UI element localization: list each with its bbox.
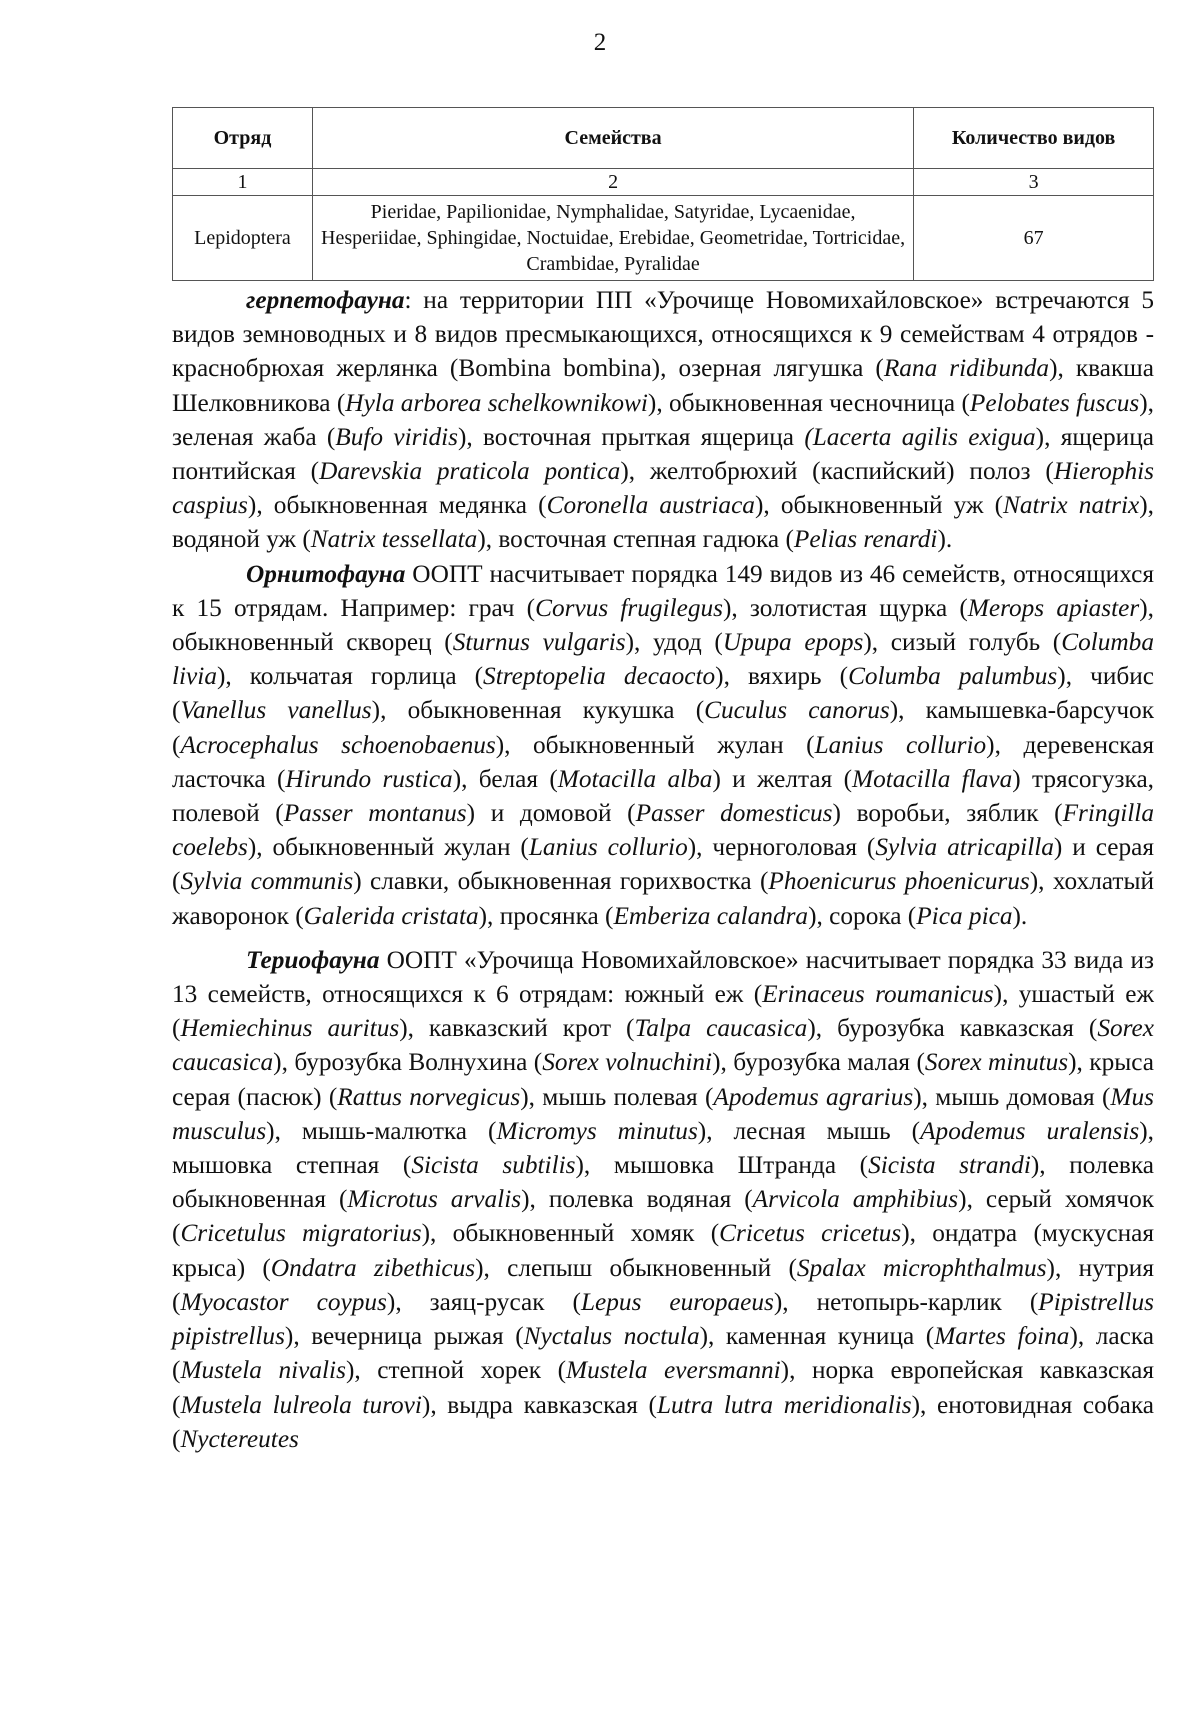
text-run: ), обыкновенный жулан ( (495, 730, 815, 759)
text-run: ), вечерница рыжая ( (284, 1322, 524, 1351)
text-run: ), обыкновенная чесночница ( (647, 388, 970, 417)
species-latin-name: Sturnus vulgaris (452, 628, 626, 657)
text-run: ), крыса серая (пасюк) ( (172, 1048, 1154, 1111)
index-cell-2: 2 (312, 169, 913, 196)
species-latin-name: Upupa epops (722, 628, 864, 657)
text-run: ООПТ насчитывает порядка 149 видов из 46 семейств, относящихся к 15 отрядам. Например: грач ( (172, 559, 1154, 622)
species-latin-name: Erinaceus roumanicus (762, 980, 994, 1009)
text-run: ), енотовидная собака ( (172, 1390, 1154, 1453)
text-run: ), каменная куница ( (699, 1322, 935, 1351)
text-run: ), кольчатая горлица ( (216, 662, 484, 691)
species-latin-name: Cricetus cricetus (719, 1219, 902, 1248)
species-latin-name: Lanius collurio (814, 730, 987, 759)
text-run: ), ласка ( (172, 1322, 1154, 1385)
species-latin-name: Columba livia (172, 628, 1154, 691)
text-run: ), сорока ( (808, 901, 917, 930)
species-latin-name: Sylvia atricapilla (875, 833, 1054, 862)
text-run: ), ящерица понтийская ( (172, 422, 1154, 486)
species-latin-name: Hirundo rustica (285, 764, 453, 793)
text-run: ) воробьи, зяблик ( (832, 799, 1063, 828)
species-latin-name: Microtus arvalis (347, 1185, 522, 1214)
species-latin-name: Sorex volnuchini (542, 1048, 713, 1077)
table-index-row (173, 169, 1154, 196)
species-latin-name: Sicista subtilis (411, 1151, 576, 1180)
text-run: ), камышевка-барсучок ( (172, 696, 1154, 759)
text-run: ), удод ( (625, 628, 723, 657)
species-latin-name: Lanius collurio (528, 833, 688, 862)
text-run: ), лесная мышь ( (697, 1116, 921, 1145)
text-run: ), мышовка Штранда ( (575, 1151, 869, 1180)
species-latin-name: Micromys minutus (496, 1116, 698, 1145)
text-run: ). (1012, 901, 1028, 930)
text-run: ), обыкновенная медянка ( (247, 491, 547, 520)
species-latin-name: Natrix natrix (1003, 491, 1140, 520)
text-run: ), черноголовая ( (687, 833, 876, 862)
body-text (172, 283, 1154, 1456)
species-latin-name: Martes foina (934, 1322, 1070, 1351)
text-run: ), восточная прыткая ящерица (458, 422, 805, 451)
species-latin-name: Pelobates fuscus (969, 388, 1140, 417)
text-run: ), кавказский крот ( (399, 1014, 635, 1043)
text-run: ). (937, 525, 953, 554)
header-species-count: Количество видов (914, 108, 1154, 169)
table-header-row (173, 108, 1154, 169)
species-latin-name: Nyctalus noctula (523, 1322, 700, 1351)
species-latin-name: Rattus norvegicus (337, 1082, 521, 1111)
text-run: ), сизый голубь ( (863, 628, 1062, 657)
text-run: ), мышь домовая ( (913, 1082, 1111, 1111)
species-latin-name: Darevskia praticola pontica (319, 457, 621, 486)
text-run: ), нетопырь-карлик ( (773, 1287, 1039, 1316)
species-latin-name: Passer domesticus (635, 799, 833, 828)
header-families: Семейства (312, 108, 913, 169)
species-latin-name: Lutra lutra meridionalis (656, 1390, 912, 1419)
text-run: ) и серая ( (172, 833, 1154, 896)
species-latin-name: Rana ridibunda (883, 354, 1050, 383)
species-latin-name: Pica pica (916, 901, 1013, 930)
text-run: ), обыкновенный скворец ( (172, 593, 1154, 657)
species-latin-name: Arvicola amphibius (752, 1185, 959, 1214)
text-run: ), желтобрюхий (каспийский) полоз ( (620, 457, 1054, 486)
text-run: ) и домовой ( (466, 799, 636, 828)
species-latin-name: Talpa caucasica (634, 1014, 808, 1043)
species-latin-name: Merops apiaster (967, 593, 1140, 622)
table-row (173, 196, 1154, 281)
species-latin-name: Natrix tessellata (310, 525, 478, 554)
text-run: ), заяц-русак ( (386, 1287, 581, 1316)
species-latin-name: Sicista strandi (868, 1151, 1031, 1180)
text-run: ), обыкновенный жулан ( (247, 833, 529, 862)
species-latin-name: Fringilla coelebs (172, 799, 1154, 862)
section-heading: герпетофауна (246, 286, 405, 314)
species-latin-name: Vanellus vanellus (180, 696, 372, 725)
text-run: ), бурозубка кавказская ( (807, 1014, 1098, 1043)
text-run: ), деревенская ласточка ( (172, 730, 1154, 793)
text-run: ), мышь-малютка ( (266, 1116, 497, 1145)
species-latin-name: Apodemus uralensis (920, 1116, 1140, 1145)
species-latin-name: Lepus europaeus (580, 1287, 774, 1316)
text-run: ), мышовка степная ( (172, 1116, 1154, 1180)
index-cell-1: 1 (173, 169, 313, 196)
species-latin-name: Mustela eversmanni (566, 1356, 781, 1385)
families-table (172, 107, 1154, 281)
text-run: ), степной хорек ( (345, 1356, 567, 1385)
text-run: ), чибис ( (172, 662, 1154, 725)
text-run: ), обыкновенная кукушка ( (371, 696, 705, 725)
paragraph-ornithofauna (172, 557, 1154, 933)
page-number: 2 (593, 29, 607, 56)
text-run: ), золотистая щурка ( (722, 593, 968, 622)
families-cell: Pieridae, Papilionidae, Nymphalidae, Satyridae, Lycaenidae, Hesperiidae, Sphingidae, Noctuidae, Erebidae, Geometridae, Tortricidae, Crambidae, Pyralidae (312, 196, 913, 281)
text-run: ), полевка обыкновенная ( (172, 1151, 1154, 1214)
text-run: ), серый хомячок ( (172, 1185, 1155, 1248)
paragraph-herpetofauna (172, 283, 1154, 557)
species-latin-name: Cricetulus migratorius (180, 1219, 422, 1248)
species-latin-name: Columba palumbus (848, 662, 1058, 691)
index-cell-3: 3 (914, 169, 1154, 196)
text-run: ), бурозубка малая ( (712, 1048, 925, 1077)
species-latin-name: Corvus frugilegus (535, 593, 723, 622)
species-latin-name: Ondatra zibethicus (270, 1253, 476, 1282)
text-run: ), ондатра (мускусная крыса) ( (172, 1219, 1154, 1282)
text-run: ), норка европейская кавказская ( (172, 1356, 1154, 1419)
text-run: ), восточная степная гадюка ( (477, 525, 794, 554)
species-latin-name: Motacilla flava (852, 764, 1013, 793)
text-run: ), обыкновенный хомяк ( (421, 1219, 720, 1248)
text-run: ), бурозубка Волнухина ( (273, 1048, 543, 1077)
text-run: ) трясогузка, полевой ( (172, 764, 1155, 828)
species-latin-name: Mustela lulreola turovi (180, 1390, 422, 1419)
species-latin-name: Mus musculus (172, 1082, 1154, 1145)
text-run: ), выдра кавказская ( (421, 1390, 657, 1419)
species-latin-name: Pelias renardi (793, 525, 938, 554)
species-latin-name: Acrocephalus schoenobaenus (180, 730, 496, 759)
text-run: ), вяхирь ( (715, 662, 849, 691)
text-run: ), нутрия ( (172, 1253, 1154, 1316)
species-latin-name: Galerida cristata (303, 901, 479, 930)
species-latin-name: Passer montanus (283, 799, 467, 828)
species-latin-name: Emberiza calandra (613, 901, 809, 930)
species-latin-name: Sorex minutus (924, 1048, 1069, 1077)
species-latin-name: Sylvia communis (180, 867, 354, 896)
species-latin-name: Hierophis caspius (172, 457, 1154, 520)
text-run: ), хохлатый жаворонок ( (172, 867, 1154, 930)
text-run: ), водяной уж ( (172, 491, 1154, 554)
header-order: Отряд (173, 108, 313, 169)
paragraph-theriofauna (172, 943, 1154, 1456)
order-cell: Lepidoptera (173, 196, 313, 281)
species-latin-name: Coronella austriaca (546, 491, 755, 520)
text-run: ), белая ( (452, 764, 558, 793)
section-heading: Териофауна (246, 945, 380, 974)
text-run: ), слепыш обыкновенный ( (475, 1253, 797, 1282)
species-latin-name: Sorex caucasica (172, 1014, 1154, 1077)
text-run: ), квакша Шелковникова ( (172, 354, 1155, 417)
text-run: ) и желтая ( (712, 764, 852, 793)
species-latin-name: Bufo viridis (335, 422, 458, 451)
species-latin-name: Phoenicurus phoenicurus (768, 867, 1030, 896)
species-count-cell: 67 (914, 196, 1154, 281)
species-latin-name: Myocastor coypus (180, 1287, 387, 1316)
text-run: ), ушастый еж ( (172, 980, 1155, 1043)
species-latin-name: Cuculus canorus (704, 696, 890, 725)
species-latin-name: Mustela nivalis (180, 1356, 346, 1385)
species-latin-name: Hemiechinus auritus (180, 1014, 400, 1043)
text-run: ), просянка ( (478, 901, 614, 930)
text-run: ), мышь полевая ( (520, 1082, 714, 1111)
text-run: ), обыкновенный уж ( (754, 491, 1003, 520)
text-run: ), полевка водяная ( (521, 1185, 753, 1214)
text-run: ), зеленая жаба ( (172, 388, 1154, 451)
text-run: ООПТ «Урочища Новомихайловское» насчитывает порядка 33 вида из 13 семейств, относящихся к 6 отрядам: южный еж ( (172, 945, 1154, 1009)
section-heading: Орнитофауна (246, 559, 406, 588)
species-latin-name: (Lacerta agilis exigua (804, 422, 1036, 451)
species-latin-name: Spalax microphthalmus (796, 1253, 1047, 1282)
species-latin-name: Nyctereutes (180, 1424, 299, 1453)
species-latin-name: Streptopelia decaocto (483, 662, 716, 691)
species-latin-name: Hyla arborea schelkownikowi (345, 388, 648, 417)
species-latin-name: Pipistrellus pipistrellus (172, 1287, 1154, 1351)
species-latin-name: Apodemus agrarius (713, 1082, 914, 1111)
text-run: : на территории ПП «Урочище Новомихайловское» встречаются 5 видов земноводных и 8 видов пресмыкающихся, относящихся к 9 семействам 4 отрядов - краснобрюхая жерлянка (Bombina bombina), озерная лягушка ( (172, 286, 1154, 383)
text-run: ) славки, обыкновенная горихвостка ( (353, 867, 769, 896)
species-latin-name: Motacilla alba (557, 764, 713, 793)
